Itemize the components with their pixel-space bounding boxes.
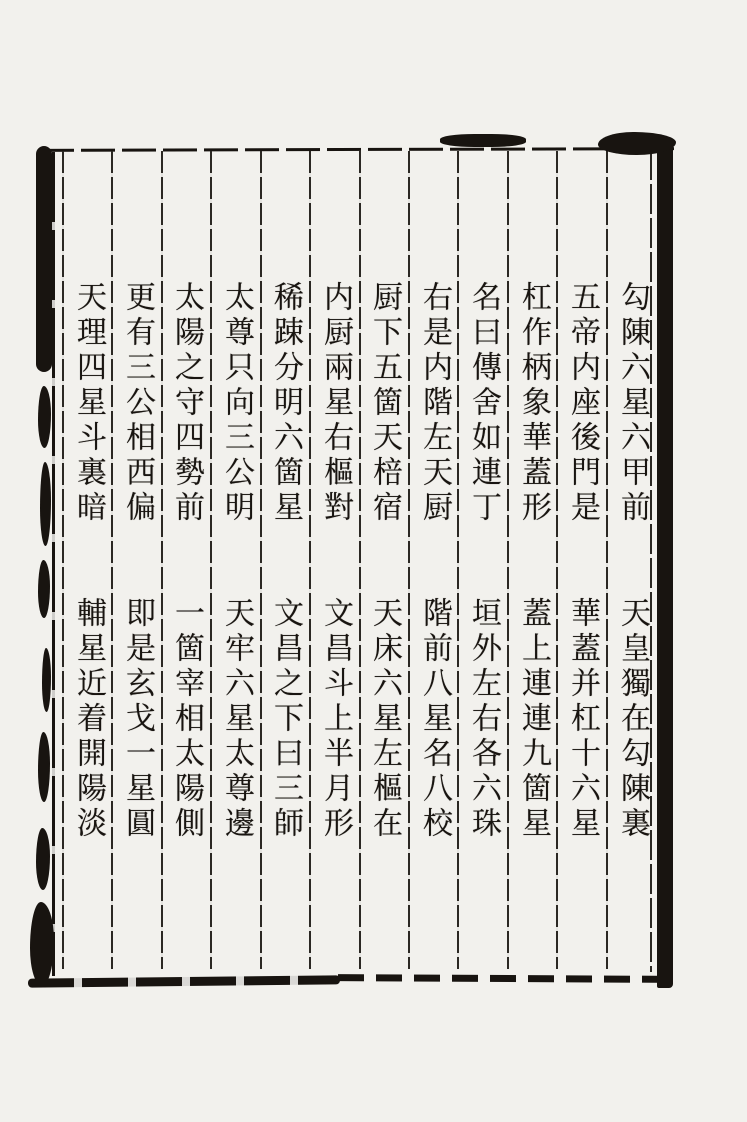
- column-lower-text: 天皇獨在勾陳裏: [616, 597, 649, 842]
- binding-mark: [42, 648, 51, 712]
- column-upper-text: 名曰傳舍如連丁: [467, 281, 500, 526]
- column-upper-text: 稀踈分明六箇星: [269, 281, 302, 526]
- column-lower-text: 垣外左右各六珠: [467, 597, 500, 842]
- column-lower-text: 一箇宰相太陽側: [170, 597, 203, 842]
- column-upper-text: 内厨兩星右樞對: [319, 281, 352, 526]
- column-lower-text: 文昌之下曰三師: [269, 597, 302, 842]
- column-upper-text: 厨下五箇天棓宿: [368, 281, 401, 526]
- text-column-10: [161, 0, 211, 1122]
- text-column-2: [557, 0, 607, 1122]
- text-column-12: [63, 0, 113, 1122]
- column-upper-text: 太尊只向三公明: [220, 281, 253, 526]
- text-column-9: [211, 0, 261, 1122]
- text-column-3: [508, 0, 558, 1122]
- binding-mark: [36, 146, 52, 372]
- binding-mark: [30, 902, 54, 986]
- frame-left-border: [52, 152, 55, 976]
- binding-mark: [38, 732, 50, 802]
- text-column-11: [112, 0, 162, 1122]
- column-lower-text: 蓋上連連九箇星: [517, 597, 550, 842]
- column-lower-text: 文昌斗上半月形: [319, 597, 352, 842]
- text-column-7: [310, 0, 360, 1122]
- binding-mark: [38, 560, 50, 618]
- column-lower-text: 天牢六星太尊邊: [220, 597, 253, 842]
- column-lower-text: 華蓋并杠十六星: [566, 597, 599, 842]
- column-lower-text: 天床六星左樞在: [368, 597, 401, 842]
- text-column-6: [359, 0, 409, 1122]
- column-upper-text: 天理四星斗裏暗: [72, 281, 105, 526]
- text-column-1: [607, 0, 657, 1122]
- column-upper-text: 勾陳六星六甲前: [616, 281, 649, 526]
- column-upper-text: 右是内階左天厨: [418, 281, 451, 526]
- column-lower-text: 階前八星名八校: [418, 597, 451, 842]
- column-upper-text: 杠作柄象華蓋形: [517, 281, 550, 526]
- column-upper-text: 更有三公相西偏: [121, 281, 154, 526]
- text-column-5: [409, 0, 459, 1122]
- text-column-8: [260, 0, 310, 1122]
- column-upper-text: 五帝内座後門是: [566, 281, 599, 526]
- binding-mark: [40, 462, 51, 546]
- binding-mark: [36, 828, 50, 890]
- frame-right-border: [657, 141, 673, 988]
- column-lower-text: 輔星近着開陽淡: [72, 597, 105, 842]
- column-upper-text: 太陽之守四勢前: [170, 281, 203, 526]
- column-lower-text: 即是玄戈一星圓: [121, 597, 154, 842]
- text-column-4: [458, 0, 508, 1122]
- binding-mark: [38, 386, 51, 448]
